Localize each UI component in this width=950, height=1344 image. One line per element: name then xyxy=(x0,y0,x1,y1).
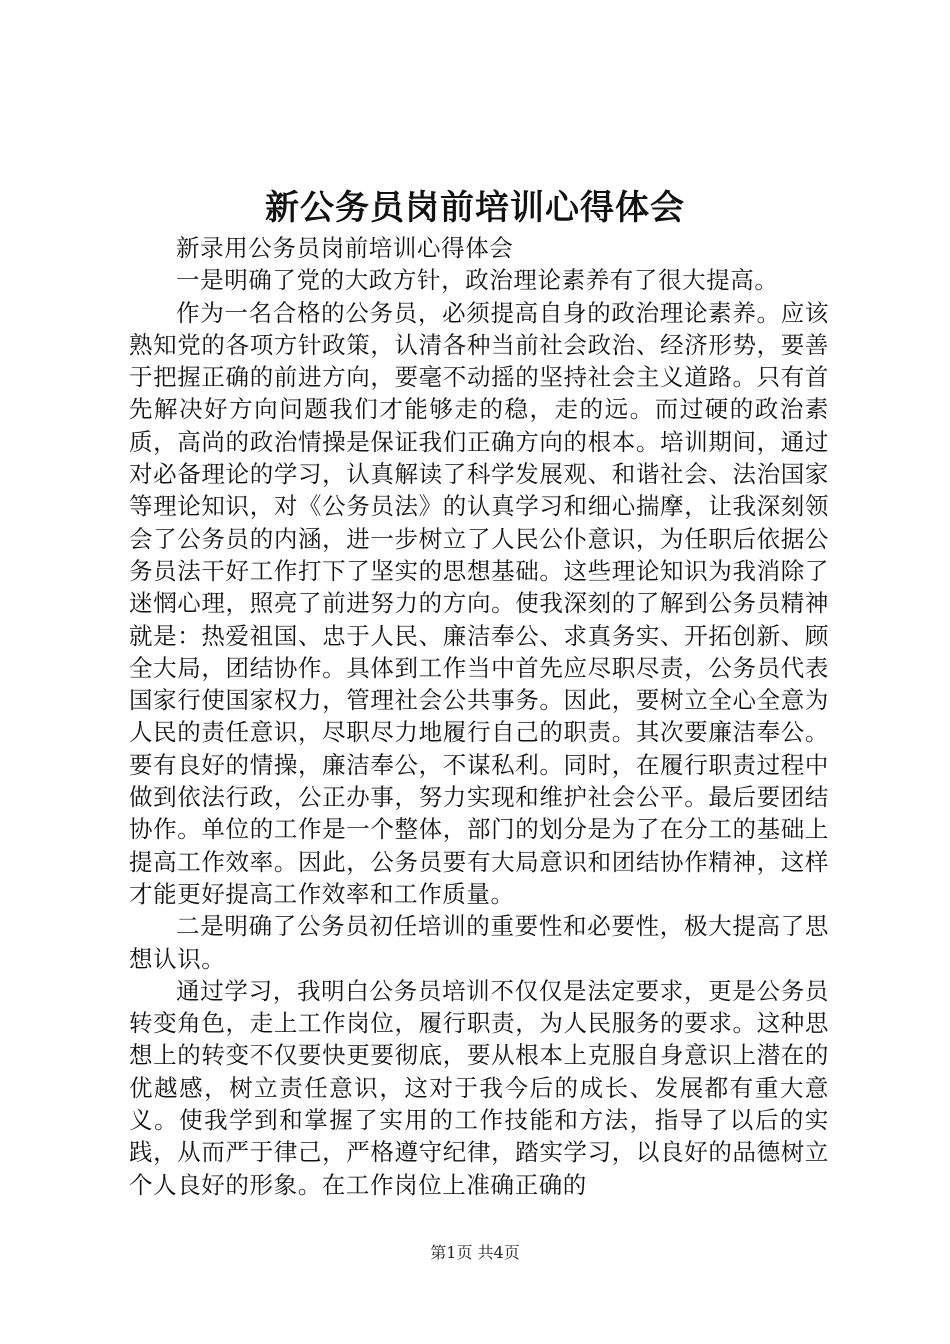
document-body xyxy=(129,232,829,1201)
paragraph-point-two-body: 通过学习，我明白公务员培训不仅仅是法定要求，更是公务员转变角色，走上工作岗位，履行职责，为人民服务的要求。这种思想上的转变不仅要快更要彻底，要从根本上克服自身意识上潜在的优越感，树立责任意识，这对于我今后的成长、发展都有重大意义。使我学到和掌握了实用的工作技能和方法，指导了以后的实践，从而严于律己，严格遵守纪律，踏实学习，以良好的品德树立个人良好的形象。在工作岗位上准确正确的 xyxy=(129,976,829,1199)
page-number-footer: 第1页 共4页 xyxy=(430,1243,520,1262)
paragraph-point-two: 二是明确了公务员初任培训的重要性和必要性，极大提高了思想认识。 xyxy=(129,912,829,973)
document-title: 新公务员岗前培训心得体会 xyxy=(265,188,685,228)
paragraph-subtitle: 新录用公务员岗前培训心得体会 xyxy=(176,234,514,262)
paragraph-point-one-body: 作为一名合格的公务员，必须提高自身的政治理论素养。应该熟知党的各项方针政策，认清各种当前社会政治、经济形势，要善于把握正确的前进方向，要毫不动摇的坚持社会主义道路。只有首先解决好方向问题我们才能够走的稳，走的远。而过硬的政治素质，高尚的政治情操是保证我们正确方向的根本。培训期间，通过对必备理论的学习，认真解读了科学发展观、和谐社会、法治国家等理论知识，对《公务员法》的认真学习和细心揣摩，让我深刻领会了公务员的内涵，进一步树立了人民公仆意识，为任职后依据公务员法干好工作打下了坚实的思想基础。这些理论知识为我消除了迷惘心理，照亮了前进努力的方向。使我深刻的了解到公务员精神就是：热爱祖国、忠于人民、廉洁奉公、求真务实、开拓创新、顾全大局，团结协作。具体到工作当中首先应尽职尽责，公务员代表国家行使国家权力，管理社会公共事务。因此，要树立全心全意为人民的责任意识，尽职尽力地履行自己的职责。其次要廉洁奉公。要有良好的情操，廉洁奉公，不谋私利。同时，在履行职责过程中做到依法行政，公正办事，努力实现和维护社会公平。最后要团结协作。单位的工作是一个整体，部门的划分是为了在分工的基础上提高工作效率。因此，公务员要有大局意识和团结协作精神，这样才能更好提高工作效率和工作质量。 xyxy=(129,298,829,908)
paragraph-point-one: 一是明确了党的大政方针，政治理论素养有了很大提高。 xyxy=(176,266,779,295)
